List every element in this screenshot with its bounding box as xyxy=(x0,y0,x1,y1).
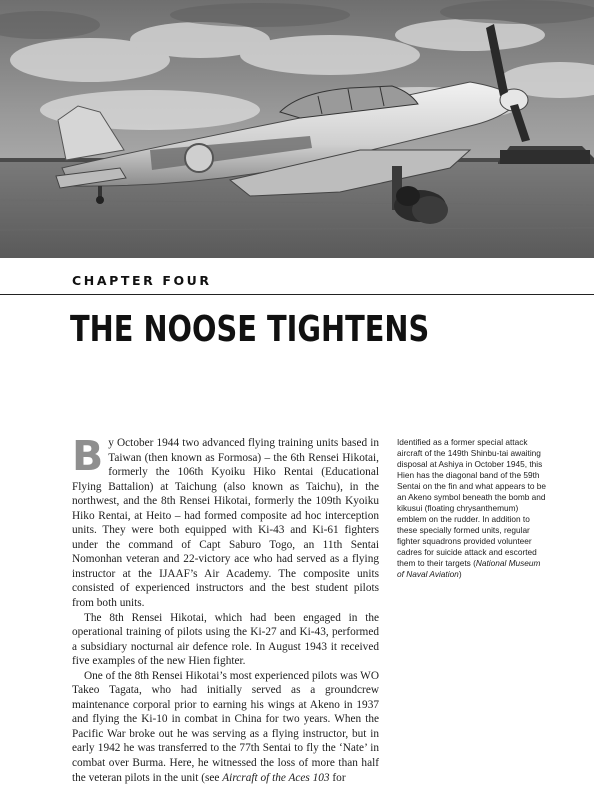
caption-credit: National Museum of Naval Aviation xyxy=(397,558,541,579)
chapter-label: CHAPTER FOUR xyxy=(72,273,212,288)
chapter-title: THE NOOSE TIGHTENS xyxy=(70,309,430,350)
paragraph-3-end: for xyxy=(329,771,346,784)
paragraph-3 xyxy=(72,669,379,785)
book-reference: Aircraft of the Aces 103 xyxy=(222,771,330,784)
paragraph-2: The 8th Rensei Hikotai, which had been engaged in the operational training of pilots using the Ki-27 and Ki-43, performed a subsidiary nocturnal air defence role. In August 1943 it received five examples of the new Hien fighter. xyxy=(72,611,379,668)
chapter-divider xyxy=(0,294,594,295)
photo-image xyxy=(0,0,594,258)
paragraph-1-text: y October 1944 two advanced flying training units based in Taiwan (then known as Formosa) – the 6th Rensei Hikotai, formerly the 106th Kyoiku Hiko Rentai (Educational Flying Battalion) at Taichung (also known as Taichu), in the northwest, and the 8th Rensei Hikotai, formerly the 109th Kyoiku Hiko Rentai, at Heito – had formed composite ad hoc interception units. They were both equipped with Ki-43 and Ki-61 fighters under the command of Capt Saburo Togo, an 11th Sentai Nomonhan veteran and 22-victory ace who had served as a flying instructor at the IJAAF’s Air Academy. The composite units consisted of experienced instructors and the best student pilots from both units. xyxy=(72,437,379,610)
caption-close: ) xyxy=(458,569,462,579)
drop-cap: B xyxy=(72,432,104,480)
paragraph-3-text: One of the 8th Rensei Hikotai’s most experienced pilots was WO Takeo Tagata, who had initially served as a groundcrew maintenance corporal prior to earning his wings at Akeno in 1937 and flying the Ki-10 in combat in China for two years. When the Pacific War broke out he was serving as a flying instructor, but in early 1942 he was transferred to the 77th Sentai to fly the ‘Nate’ in combat over Burma. Here, he witnessed the loss of more than half the veteran pilots in the unit (see xyxy=(72,669,379,784)
caption-text: Identified as a former special attack aircraft of the 149th Shinbu-tai awaiting disposal at Ashiya in October 1945, this Hien has the diagonal band of the 59th Sentai on the fin and what appears to be an Akeno symbol beneath the bomb and kikusui (floating chrysanthemum) emblem on the rudder. In addition to these specially formed units, regular fighter squadrons provided volunteer cadres for suicide attack and escorted them to their targets ( xyxy=(397,437,546,568)
body-text xyxy=(72,432,379,785)
paragraph-1 xyxy=(72,432,379,611)
aircraft-photo xyxy=(0,0,594,258)
photo-caption xyxy=(397,437,547,580)
